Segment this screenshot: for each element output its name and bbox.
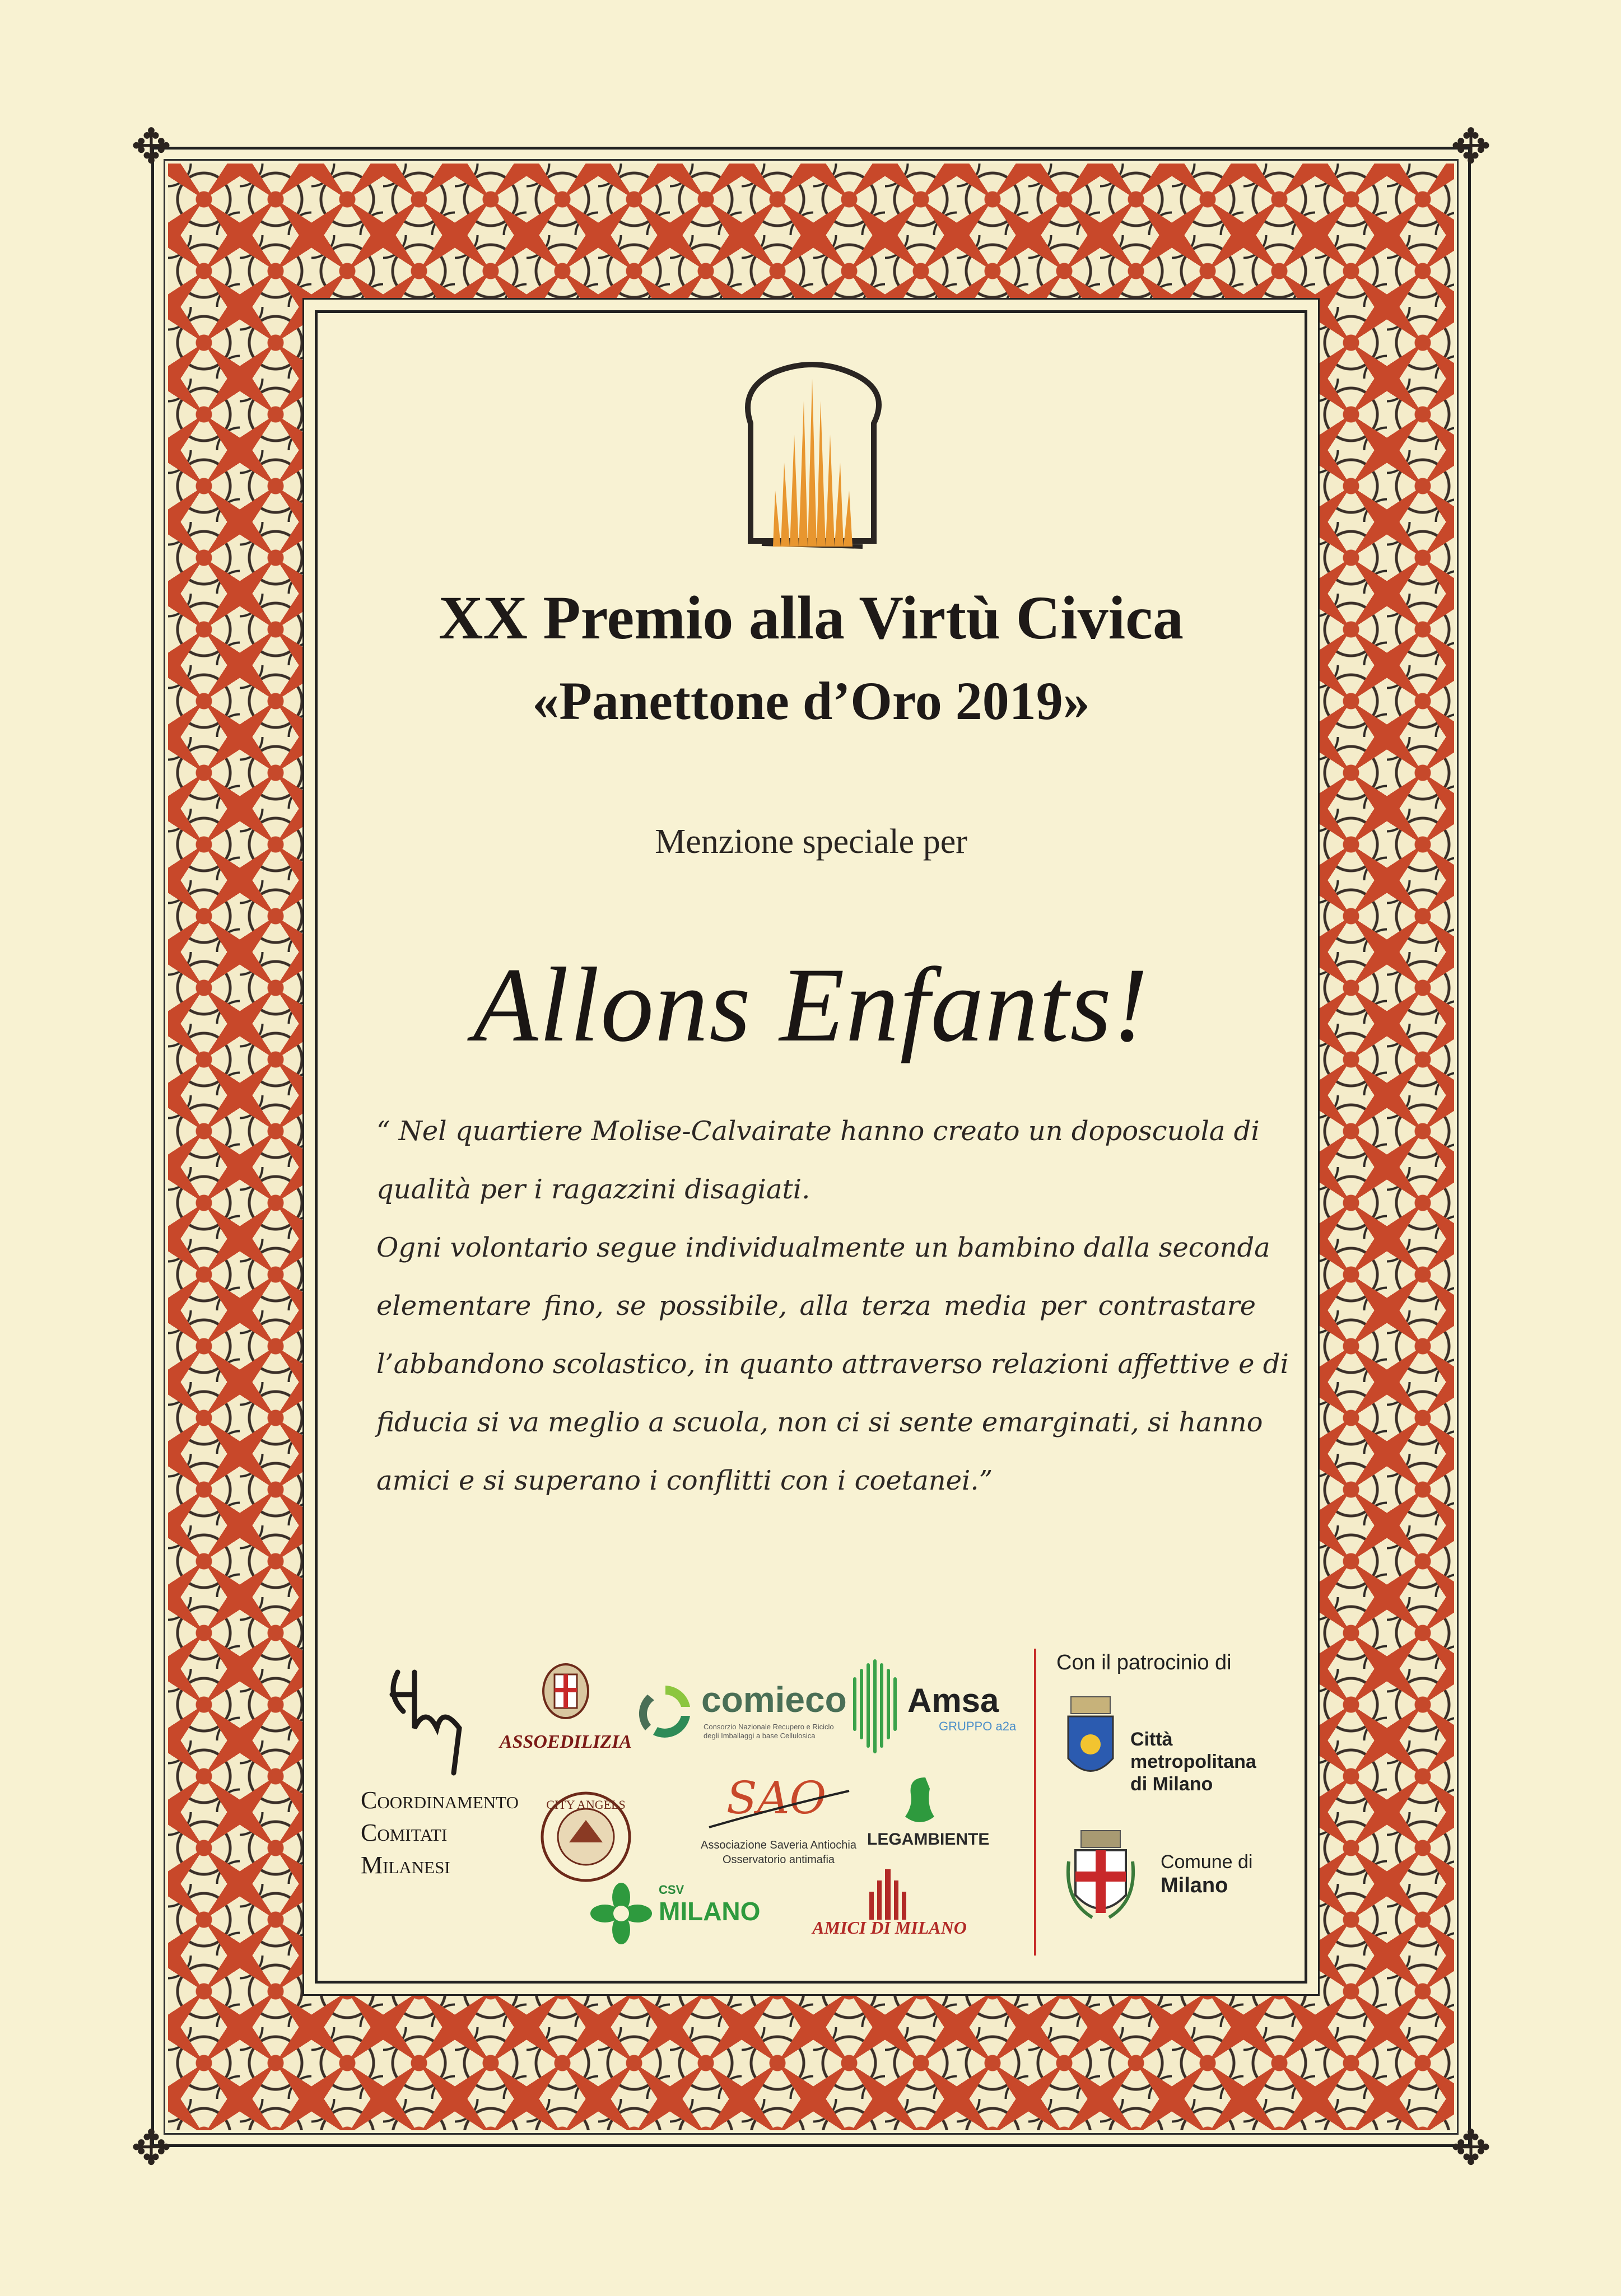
ccm-line: Milanesi (361, 1851, 450, 1879)
panettone-logo-icon (728, 356, 896, 563)
ccm-line: Coordinamento (361, 1786, 519, 1814)
ornament-corner-icon: ✥ (131, 2121, 172, 2175)
sao-subtitle (683, 1838, 874, 1867)
citation-line: elementare fino, se possibile, alla terza media per contrastare (376, 1290, 1256, 1322)
ccm-monogram-icon (381, 1661, 476, 1779)
citta-metropolitana-name (1130, 1728, 1265, 1795)
legambiente-name: LEGAMBIENTE (867, 1830, 990, 1849)
ornament-corner-icon: ✥ (1450, 120, 1492, 174)
amsa-subtitle: GRUPPO a2a (939, 1719, 1017, 1733)
cm-line: metropolitana (1130, 1751, 1256, 1772)
comune-di-label: Comune di (1161, 1851, 1253, 1873)
comieco-name: comieco (701, 1679, 847, 1720)
sao-logo-text: SAO (726, 1774, 827, 1824)
cm-line: di Milano (1130, 1774, 1213, 1795)
coordinamento-comitati-milanesi (361, 1784, 519, 1882)
assoedilizia-crest-icon (532, 1658, 599, 1725)
citation-line: amici e si superano i conflitti con i coetanei.” (376, 1465, 993, 1496)
citta-metropolitana-crest-icon (1060, 1691, 1121, 1786)
ornament-corner-icon: ✥ (131, 120, 172, 174)
comune-milano-label: Milano (1161, 1874, 1228, 1897)
award-title: XX Premio alla Virtù Civica (439, 584, 1184, 652)
ccm-line: Comitati (361, 1819, 448, 1846)
patronage-title: Con il patrocinio di (1056, 1651, 1232, 1674)
sao-sub-line: Osservatorio antimafia (722, 1854, 835, 1866)
patronage-divider (1034, 1649, 1036, 1956)
citation-line: l’abbandono scolastico, in quanto attraverso relazioni affettive e di (376, 1348, 1289, 1380)
amsa-name: Amsa (907, 1682, 999, 1719)
sao-sub-line: Associazione Saveria Antiochia (701, 1839, 856, 1851)
mention-label: Menzione speciale per (655, 823, 967, 861)
amici-duomo-icon (857, 1864, 919, 1920)
citation-line: qualità per i ragazzini disagiati. (376, 1174, 810, 1205)
ornament-corner-icon: ✥ (1450, 2121, 1492, 2175)
csv-milano-label: MILANO (659, 1897, 761, 1926)
city-angels-logo-icon (535, 1786, 636, 1887)
citation-text (376, 1102, 1289, 1510)
comieco-subtitle: Consorzio Nazionale Recupero e Riciclo degli Imballaggi a base Cellulosica (704, 1723, 834, 1740)
amici-di-milano-label: AMICI DI MILANO (812, 1917, 967, 1938)
award-subtitle: «Panettone d’Oro 2019» (532, 671, 1090, 731)
citation-line: fiducia si va meglio a scuola, non ci si sente emarginati, si hanno (376, 1407, 1263, 1438)
citation-line: Ogni volontario segue individualmente un bambino dalla seconda (376, 1232, 1270, 1263)
citation-line: “ Nel quartiere Molise-Calvairate hanno creato un doposcuola di (376, 1116, 1260, 1147)
legambiente-swan-icon (897, 1772, 942, 1833)
milan-crest-icon (1064, 1828, 1137, 1923)
sao-logo-icon (692, 1774, 860, 1836)
csv-label: CSV (659, 1883, 684, 1897)
csv-flower-icon (588, 1880, 654, 1947)
cm-line: Città (1130, 1729, 1173, 1750)
city-angels-label: CITY ANGELS (546, 1798, 626, 1812)
recipient-name: Allons Enfants! (473, 946, 1149, 1064)
comieco-recycle-icon (632, 1678, 699, 1745)
assoedilizia-label: ASSOEDILIZIA (499, 1732, 632, 1752)
amsa-bars-icon (849, 1656, 898, 1757)
